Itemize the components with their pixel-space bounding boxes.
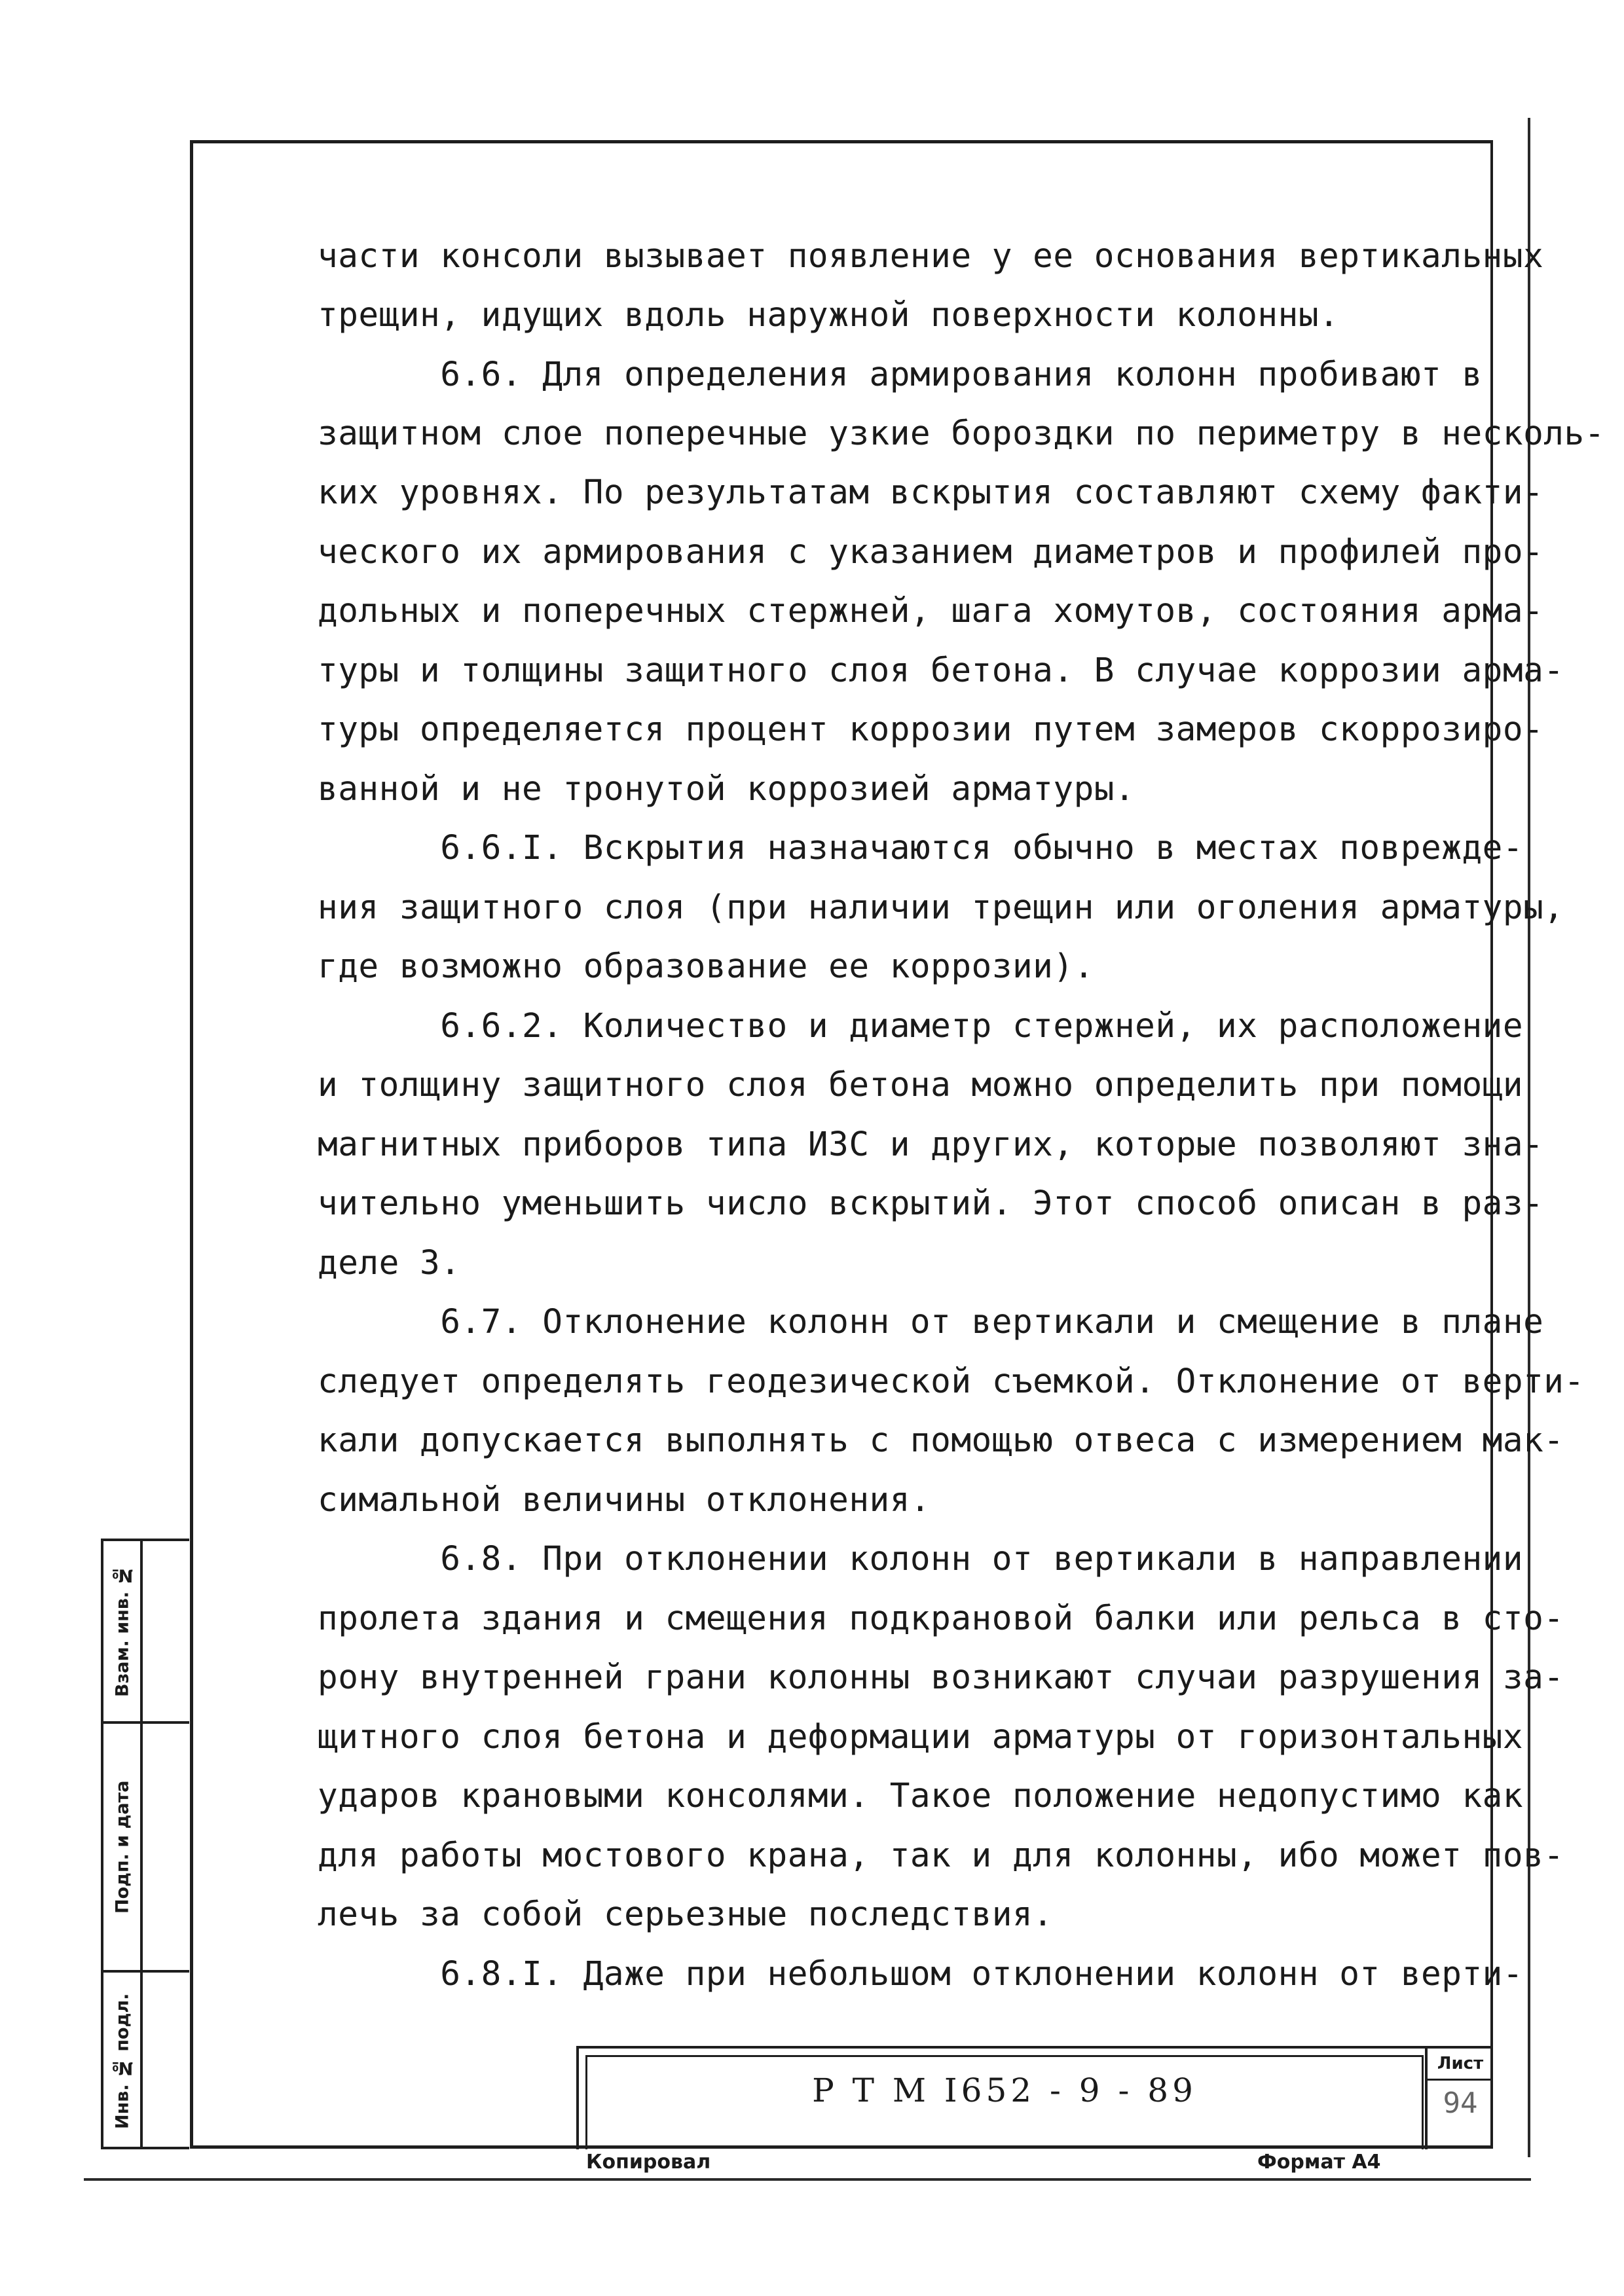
text-line: и толщину защитного слоя бетона можно определить при помощи (318, 1066, 1524, 1104)
text-line: 6.7. Отклонение колонн от вертикали и смещение в плане (318, 1303, 1544, 1341)
text-line: лечь за собой серьезные последствия. (318, 1895, 1054, 1934)
bottom-rule (84, 2178, 1531, 2181)
title-block (576, 2046, 1493, 2149)
sheet-number: 94 (1443, 2086, 1478, 2120)
text-line: туры и толщины защитного слоя бетона. В случае коррозии арма- (318, 651, 1564, 690)
text-line: части консоли вызывает появление у ее основания вертикальных (318, 237, 1544, 276)
footer-format: Формат А4 (1257, 2151, 1381, 2174)
text-line: чительно уменьшить число вскрытий. Этот способ описан в раз- (318, 1184, 1544, 1223)
text-line: деле 3. (318, 1244, 461, 1283)
text-line: дольных и поперечных стержней, шага хомутов, состояния арма- (318, 592, 1544, 630)
text-line: где возможно образование ее коррозии). (318, 947, 1094, 986)
document-number: Р Т М I652 - 9 - 89 (812, 2071, 1197, 2109)
podp-data-label: Подп. и дата (112, 1780, 133, 1914)
text-line: ударов крановыми консолями. Такое положение недопустимо как (318, 1777, 1524, 1815)
text-line: пролета здания и смещения подкрановой балки или рельса в сто- (318, 1599, 1564, 1638)
side-stamp-divider (140, 1541, 143, 2147)
text-line: трещин, идущих вдоль наружной поверхности колонны. (318, 296, 1340, 335)
text-line: ческого их армирования с указанием диаметров и профилей про- (318, 533, 1544, 572)
sheet-label: Лист (1428, 2049, 1493, 2081)
side-stamp (101, 1539, 189, 2149)
text-line: 6.6.2. Количество и диаметр стержней, их расположение (318, 1007, 1524, 1046)
vzam-inv-label: Взам. инв. № (112, 1565, 133, 1698)
text-line: 6.8.I. Даже при небольшом отклонении колонн от верти- (318, 1955, 1524, 1994)
text-line: туры определяется процент коррозии путем замеров скоррозиро- (318, 710, 1544, 749)
text-line: ванной и не тронутой коррозией арматуры. (318, 770, 1135, 809)
text-line: ких уровнях. По результатам вскрытия составляют схему факти- (318, 473, 1544, 512)
text-line: магнитных приборов типа ИЗС и других, которые позволяют зна- (318, 1125, 1544, 1164)
text-line: следует определять геодезической съемкой. Отклонение от верти- (318, 1362, 1585, 1401)
sheet-box (1425, 2049, 1493, 2149)
text-line: щитного слоя бетона и деформации арматуры от горизонтальных (318, 1718, 1524, 1757)
footer-copied: Копировал (586, 2151, 711, 2174)
text-line: 6.8. При отклонении колонн от вертикали в направлении (318, 1540, 1524, 1578)
text-line: ния защитного слоя (при наличии трещин или оголения арматуры, (318, 888, 1564, 927)
text-line: кали допускается выполнять с помощью отвеса с измерением мак- (318, 1421, 1564, 1460)
inv-podl-label: Инв. № подл. (112, 1993, 133, 2129)
text-line: 6.6.I. Вскрытия назначаются обычно в местах поврежде- (318, 829, 1524, 867)
text-line: симальной величины отклонения. (318, 1481, 931, 1520)
text-line: 6.6. Для определения армирования колонн пробивают в (318, 355, 1483, 394)
text-line: для работы мостового крана, так и для колонны, ибо может пов- (318, 1836, 1564, 1875)
title-block-inner (585, 2055, 1424, 2149)
text-line: защитном слое поперечные узкие бороздки по периметру в несколь- (318, 414, 1605, 453)
text-line: рону внутренней грани колонны возникают случаи разрушения за- (318, 1658, 1564, 1697)
